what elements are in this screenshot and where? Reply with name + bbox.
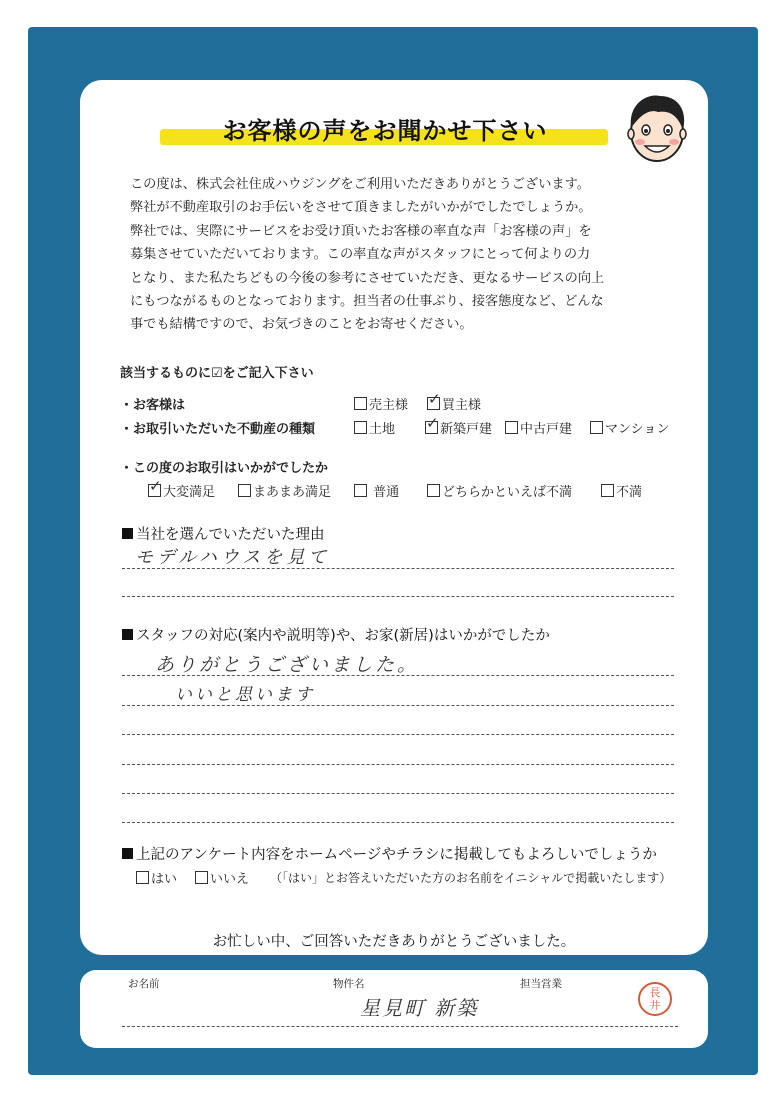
property-label: 物件名: [333, 978, 365, 990]
square-bullet-icon: [122, 528, 133, 539]
option-dissatisfied[interactable]: 不満: [601, 481, 642, 500]
intro-line: にもつながるものとなっております。担当者の仕事ぶり、接客態度など、どんな: [130, 294, 604, 310]
reason-heading: 当社を選んでいただいた理由: [122, 523, 325, 544]
publish-note: （「はい」とお答えいただいた方のお名前をイニシャルで掲載いたします）: [270, 871, 672, 885]
answer-line: [122, 596, 674, 597]
square-bullet-icon: [122, 629, 133, 640]
staff-answer-line-2[interactable]: いいと思います: [175, 685, 315, 705]
intro-line: 弊社では、実際にサービスをお受け頂いたお客様の率直な声「お客様の声」を: [130, 223, 592, 239]
checkbox-used-house[interactable]: [505, 421, 518, 434]
option-mansion[interactable]: マンション: [590, 418, 669, 437]
intro-line: この度は、株式会社住成ハウジングをご利用いただきありがとうございます。: [130, 177, 590, 192]
thanks-message: お忙しい中、ご回答いただきありがとうございました。: [212, 934, 576, 950]
intro-line: 弊社が不動産取引のお手伝いをさせて頂きましたがいかがでしたでしょうか。: [130, 200, 592, 216]
title-block: [160, 105, 610, 150]
checkbox-mansion[interactable]: [590, 421, 603, 434]
answer-line: [122, 675, 674, 676]
customer-type-label: ・お客様は: [120, 398, 186, 413]
intro-text: [130, 173, 690, 337]
option-publish-yes[interactable]: はい: [136, 868, 177, 887]
checkbox-buyer[interactable]: [427, 397, 440, 410]
answer-line: [122, 734, 674, 735]
name-label: お名前: [128, 978, 160, 990]
intro-line: 事でも結構ですので、お気づきのことをお寄せください。: [130, 317, 473, 333]
option-used-house[interactable]: 中古戸建: [505, 418, 572, 437]
answer-line: [122, 793, 674, 794]
option-normal[interactable]: 普通: [354, 481, 399, 500]
signature-line: [122, 1026, 678, 1027]
option-very-satisfied[interactable]: ✓大変満足: [148, 481, 215, 500]
square-bullet-icon: [122, 848, 133, 859]
staff-face-icon: [618, 88, 696, 166]
checkbox-publish-yes[interactable]: [136, 871, 149, 884]
satisfaction-label: ・この度のお取引はいかがでしたか: [120, 461, 329, 476]
checkbox-normal[interactable]: [354, 484, 367, 497]
staff-answer-line-1[interactable]: ありがとうございました。: [155, 654, 420, 676]
staff-heading: スタッフの対応(案内や説明等)や、お家(新居)はいかがでしたか: [122, 624, 550, 645]
checkbox-satisfied[interactable]: [238, 484, 251, 497]
option-publish-no[interactable]: いいえ: [195, 868, 249, 887]
checkbox-instruction: 該当するものに☑をご記入下さい: [120, 366, 314, 381]
reason-answer[interactable]: モデルハウスを見て: [135, 547, 331, 568]
publish-heading: 上記のアンケート内容をホームページやチラシに掲載してもよろしいでしょうか: [122, 843, 657, 864]
intro-line: となり、また私たちどもの今後の参考にさせていただき、更なるサービスの向上: [130, 270, 605, 286]
checkbox-dissatisfied[interactable]: [601, 484, 614, 497]
checkbox-publish-no[interactable]: [195, 871, 208, 884]
option-seller[interactable]: 売主様: [354, 394, 408, 413]
checkbox-land[interactable]: [354, 421, 367, 434]
option-new-house[interactable]: ✓ 新築戸建: [425, 418, 492, 437]
checkbox-somewhat-dissatisfied[interactable]: [427, 484, 440, 497]
property-type-label: ・お取引いただいた不動産の種類: [120, 422, 316, 437]
checkbox-seller[interactable]: [354, 397, 367, 410]
option-satisfied[interactable]: まあまあ満足: [238, 481, 331, 500]
intro-line: 募集させていただいております。この率直な声がスタッフにとって何よりの力: [130, 247, 591, 263]
option-buyer[interactable]: ✓ 買主様: [427, 394, 481, 413]
answer-line: [122, 705, 674, 706]
option-land[interactable]: 土地: [354, 418, 395, 437]
answer-line: [122, 822, 674, 823]
checkbox-very-satisfied[interactable]: [148, 484, 161, 497]
page-title: お客様の声をお聞かせ下さい: [222, 117, 548, 145]
staff-label: 担当営業: [520, 978, 562, 990]
property-value[interactable]: 星見町 新築: [360, 996, 479, 1020]
checkbox-new-house[interactable]: [425, 421, 438, 434]
answer-line: [122, 764, 674, 765]
staff-seal-stamp: 長 井: [638, 982, 672, 1016]
option-somewhat-dissatisfied[interactable]: どちらかといえば不満: [427, 481, 572, 500]
answer-line: [122, 568, 674, 569]
